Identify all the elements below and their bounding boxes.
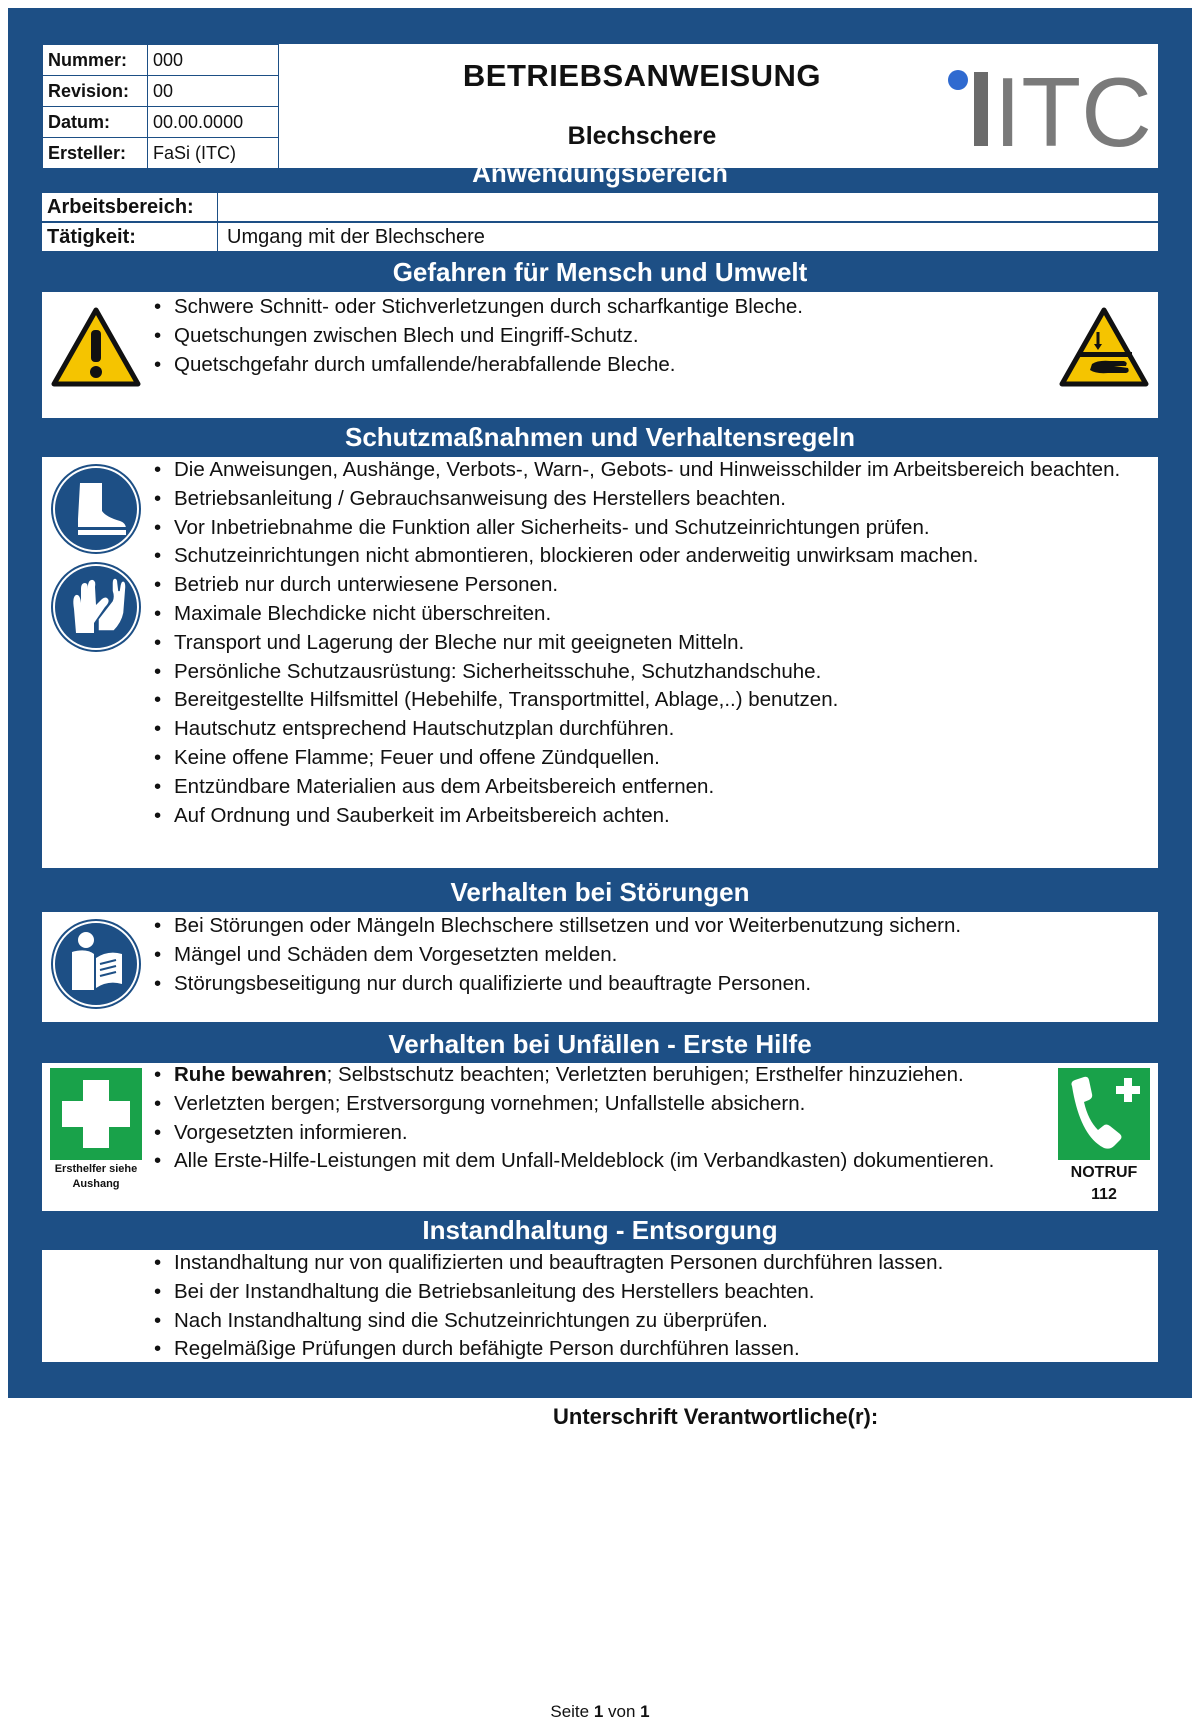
emergency-phone-icon (1058, 1068, 1150, 1165)
ersthelfer-caption-line: Ersthelfer siehe (54, 1163, 138, 1175)
first-aid-list (152, 1061, 1102, 1176)
list-item: • Betrieb nur durch unterwiesene Personen. (152, 571, 1142, 600)
field-taetigkeit (42, 223, 1158, 251)
meta-key: Nummer: (43, 45, 148, 76)
list-item: • Vorgesetzten informieren. (152, 1119, 1102, 1148)
list-item: • Bei der Instandhaltung die Betriebsanleitung des Herstellers beachten. (152, 1278, 1142, 1307)
meta-row (43, 107, 279, 138)
first-aid-icon (50, 1068, 142, 1165)
logo-text: ITC (994, 57, 1152, 167)
list-item: • Hautschutz entsprechend Hautschutzplan durchführen. (152, 715, 1142, 744)
section-schutzmassnahmen (42, 457, 1158, 868)
list-item: • Quetschgefahr durch umfallende/herabfallende Bleche. (152, 351, 1052, 380)
list-item: • Vor Inbetriebnahme die Funktion aller Sicherheits- und Schutzeinrichtungen prüfen. (152, 514, 1142, 543)
document-subtitle: Blechschere (567, 122, 717, 150)
meta-table (42, 44, 279, 169)
list-item: • Mängel und Schäden dem Vorgesetzten melden. (152, 941, 1142, 970)
hand-crush-warning-icon (1058, 306, 1150, 393)
list-item: • Betriebsanleitung / Gebrauchsanweisung des Herstellers beachten. (152, 485, 1142, 514)
hazard-list (152, 293, 1052, 379)
list-item: • Nach Instandhaltung sind die Schutzeinrichtungen zu überprüfen. (152, 1307, 1142, 1336)
section-title-stoerungen: Verhalten bei Störungen (450, 877, 750, 907)
meta-row (43, 45, 279, 76)
list-item-bold: Ruhe bewahren (174, 1063, 327, 1086)
meta-row (43, 76, 279, 107)
notruf-caption (1050, 1162, 1158, 1206)
meta-value: 00.00.0000 (148, 107, 279, 138)
meta-key: Revision: (43, 76, 148, 107)
maintenance-list (152, 1249, 1142, 1364)
list-item: • Entzündbare Materialien aus dem Arbeitsbereich entfernen. (152, 773, 1142, 802)
field-value: Umgang mit der Blechschere (227, 226, 485, 248)
section-stoerungen (42, 912, 1158, 1022)
footer-prefix: Seite (550, 1702, 594, 1721)
list-item: • Instandhaltung nur von qualifizierten und beauftragten Personen durchführen lassen. (152, 1249, 1142, 1278)
malfunction-list (152, 912, 1142, 998)
meta-key: Datum: (43, 107, 148, 138)
list-item: • Regelmäßige Prüfungen durch befähigte Person durchführen lassen. (152, 1335, 1142, 1364)
meta-value: FaSi (ITC) (148, 138, 279, 169)
ersthelfer-caption-line: Aushang (72, 1178, 120, 1190)
notruf-number: 112 (1091, 1186, 1117, 1203)
list-item: • Quetschungen zwischen Blech und Eingriff-Schutz. (152, 322, 1052, 351)
footer-middle: von (603, 1702, 641, 1721)
list-item-rest: ; Selbstschutz beachten; Verletzten beruhigen; Ersthelfer hinzuziehen. (326, 1063, 964, 1086)
signature-label: Unterschrift Verantwortliche(r): (553, 1404, 879, 1429)
footer-page: 1 (593, 1702, 604, 1721)
footer-total: 1 (640, 1702, 650, 1721)
list-item: • Die Anweisungen, Aushänge, Verbots-, Warn-, Gebots- und Hinweisschilder im Arbeitsbereich beachten. (152, 456, 1142, 485)
ersthelfer-caption (42, 1162, 150, 1192)
section-title-instandhaltung: Instandhaltung - Entsorgung (422, 1215, 778, 1245)
list-item: • Schutzeinrichtungen nicht abmontieren, blockieren oder anderweitig unwirksam machen. (152, 542, 1142, 571)
header-panel (42, 44, 1158, 168)
list-item: • Bei Störungen oder Mängeln Blechschere stillsetzen und vor Weiterbenutzung sichern. (152, 912, 1142, 941)
section-instandhaltung (42, 1250, 1158, 1362)
list-item: • Verletzten bergen; Erstversorgung vornehmen; Unfallstelle absichern. (152, 1090, 1102, 1119)
section-title-gefahren: Gefahren für Mensch und Umwelt (392, 257, 808, 287)
field-label: Tätigkeit: (42, 223, 218, 251)
document-title: BETRIEBSANWEISUNG (462, 58, 822, 93)
list-item: • Bereitgestellte Hilfsmittel (Hebehilfe, Transportmittel, Ablage,..) benutzen. (152, 686, 1142, 715)
field-label: Arbeitsbereich: (42, 193, 218, 221)
itc-logo (930, 57, 1152, 167)
notruf-label: NOTRUF (1070, 1164, 1138, 1181)
list-item: • Schwere Schnitt- oder Stichverletzungen durch scharfkantige Bleche. (152, 293, 1052, 322)
protection-list (152, 456, 1142, 830)
section-title-anwendungsbereich: Anwendungsbereich (472, 158, 728, 188)
section-title-unfaelle: Verhalten bei Unfällen - Erste Hilfe (388, 1029, 812, 1059)
section-unfaelle (42, 1063, 1158, 1211)
meta-key: Ersteller: (43, 138, 148, 169)
meta-value: 000 (148, 45, 279, 76)
general-warning-icon (50, 306, 142, 393)
field-arbeitsbereich (42, 193, 1158, 221)
list-item: • Auf Ordnung und Sauberkeit im Arbeitsbereich achten. (152, 802, 1142, 831)
list-item: • Keine offene Flamme; Feuer und offene Zündquellen. (152, 744, 1142, 773)
section-gefahren (42, 292, 1158, 418)
safety-gloves-icon (50, 561, 142, 658)
list-item: • Persönliche Schutzausrüstung: Sicherheitsschuhe, Schutzhandschuhe. (152, 658, 1142, 687)
page-footer (0, 1702, 1200, 1722)
read-manual-icon (50, 918, 142, 1015)
list-item: • Alle Erste-Hilfe-Leistungen mit dem Unfall-Meldeblock (im Verbandkasten) dokumentieren. (152, 1147, 1102, 1176)
list-item (152, 1061, 1102, 1090)
meta-value: 00 (148, 76, 279, 107)
list-item: • Transport und Lagerung der Bleche nur mit geeigneten Mitteln. (152, 629, 1142, 658)
list-item: • Maximale Blechdicke nicht überschreiten. (152, 600, 1142, 629)
section-title-schutzmassnahmen: Schutzmaßnahmen und Verhaltensregeln (345, 422, 855, 452)
safety-boots-icon (50, 463, 142, 560)
list-item: • Störungsbeseitigung nur durch qualifizierte und beauftragte Personen. (152, 970, 1142, 999)
